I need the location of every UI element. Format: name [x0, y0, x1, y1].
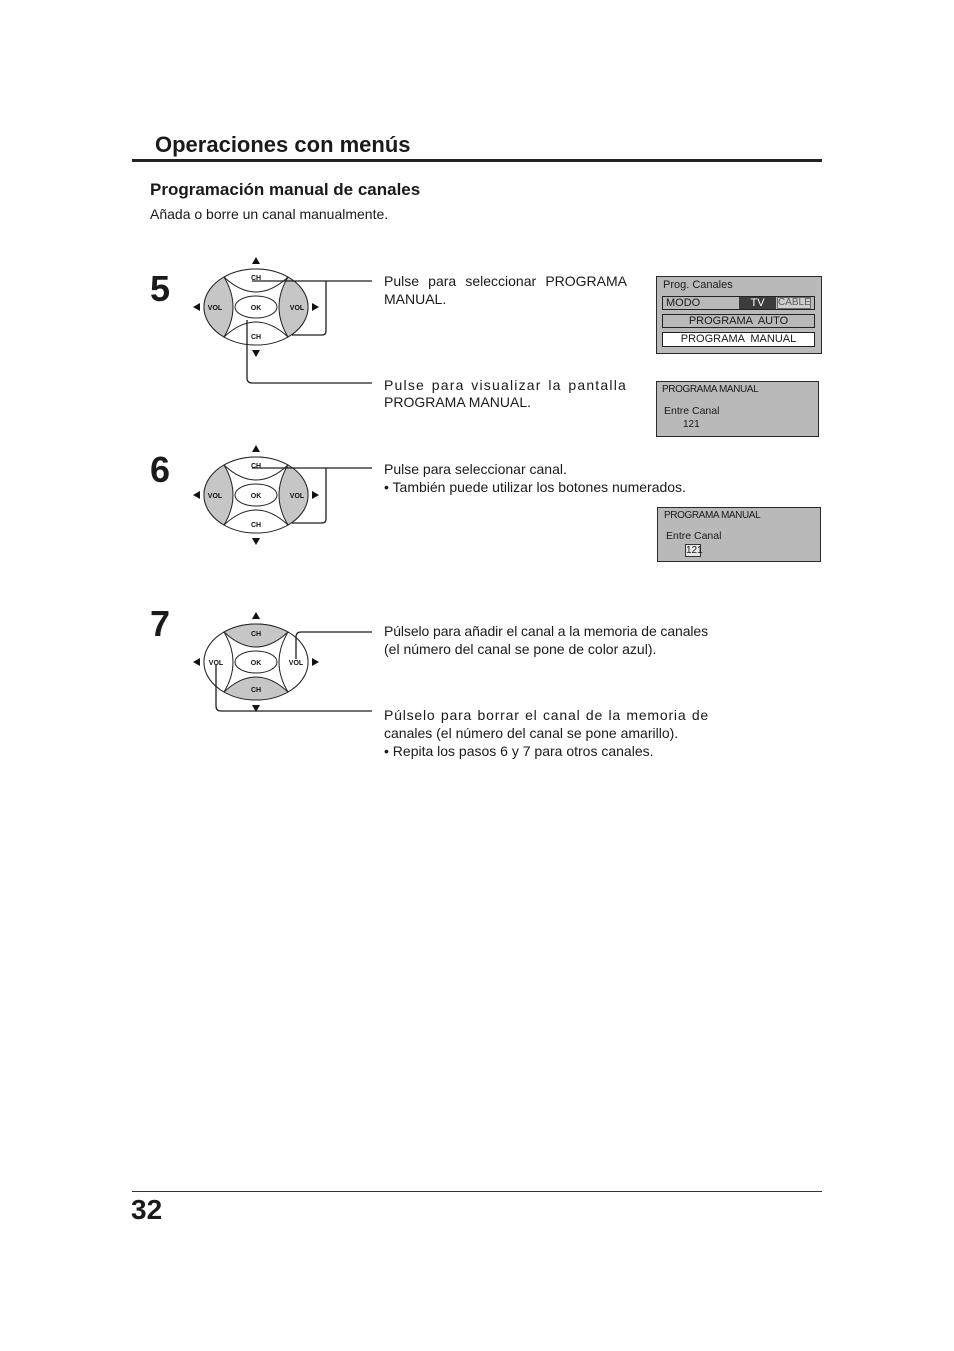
vol-down-label: VOL [207, 493, 223, 500]
screen-title: Prog. Canales [663, 279, 733, 291]
ch-up-label: CH [250, 463, 262, 470]
ok-label: OK [250, 660, 262, 667]
page-number: 32 [131, 1194, 163, 1225]
programa-manual-screen-2 [657, 507, 821, 562]
remote-pad-step-6 [186, 440, 326, 550]
callout-line: • Repita los pasos 6 y 7 para otros canales. [384, 743, 654, 759]
ch-down-label: CH [250, 687, 262, 694]
callout-line: MANUAL. [384, 291, 447, 307]
ok-label: OK [250, 305, 262, 312]
arrow-up-icon [252, 445, 260, 452]
vol-up-label: VOL [289, 305, 305, 312]
channel-number-cursor: 121 [686, 545, 703, 556]
ch-down-label: CH [250, 522, 262, 529]
screen-title: PROGRAMA MANUAL [662, 384, 759, 395]
callout-line: Pulse para seleccionar PROGRAMA [384, 273, 627, 289]
mode-option-tv: TV [739, 297, 776, 309]
ch-up-label: CH [250, 631, 262, 638]
remote-pad-step-5 [186, 252, 326, 362]
mode-row [662, 296, 815, 310]
vol-up-label: VOL [289, 493, 305, 500]
callout-step5-select [384, 272, 627, 308]
callout-line: Púlselo para borrar el canal de la memoria de [384, 707, 709, 723]
menu-item-label: PROGRAMA AUTO [688, 315, 789, 327]
callout-step5-display [384, 377, 627, 411]
channel-number: 121 [683, 419, 700, 430]
header-rule [132, 159, 822, 162]
callout-line: Pulse para seleccionar canal. [384, 461, 567, 477]
arrow-up-icon [252, 257, 260, 264]
menu-item-label: PROGRAMA MANUAL [680, 333, 797, 345]
programa-manual-screen-1 [656, 381, 819, 437]
vol-up-label: VOL [288, 660, 304, 667]
step-number-6: 6 [150, 449, 171, 490]
arrow-up-icon [252, 612, 260, 619]
step-number-5: 5 [150, 268, 171, 309]
arrow-left-icon [193, 491, 200, 499]
arrow-left-icon [193, 303, 200, 311]
arrow-right-icon [312, 658, 319, 666]
footer-rule [132, 1191, 822, 1192]
arrow-right-icon [312, 491, 319, 499]
ok-label: OK [250, 493, 262, 500]
section-intro: Añada o borre un canal manualmente. [150, 206, 389, 222]
vol-down-label: VOL [208, 660, 224, 667]
callout-step7-add [384, 622, 708, 658]
callout-line: • También puede utilizar los botones numerados. [384, 479, 686, 495]
arrow-down-icon [252, 538, 260, 545]
prog-canales-screen [656, 276, 822, 354]
callout-step6-select-channel [384, 460, 686, 496]
arrow-left-icon [193, 658, 200, 666]
arrow-down-icon [252, 350, 260, 357]
remote-pad-step-7 [186, 607, 326, 717]
channel-entry-label: Entre Canal [666, 530, 722, 542]
menu-item-programa-manual [662, 332, 815, 347]
vol-down-label: VOL [207, 305, 223, 312]
arrow-right-icon [312, 303, 319, 311]
callout-line: Pulse para visualizar la pantalla [384, 377, 627, 393]
ch-down-label: CH [250, 334, 262, 341]
ch-up-label: CH [250, 275, 262, 282]
mode-label: MODO [666, 297, 701, 309]
screen-title: PROGRAMA MANUAL [664, 510, 761, 521]
step-number-7: 7 [150, 603, 171, 644]
callout-line: (el número del canal se pone de color azul). [384, 641, 657, 657]
menu-item-programa-auto [662, 314, 815, 328]
channel-entry-label: Entre Canal [664, 405, 720, 417]
callout-line: PROGRAMA MANUAL. [384, 394, 532, 410]
callout-line: canales (el número del canal se pone amarillo). [384, 725, 679, 741]
section-title: Programación manual de canales [150, 180, 421, 199]
callout-step7-delete [384, 706, 709, 760]
callout-line: Púlselo para añadir el canal a la memoria de canales [384, 623, 708, 639]
mode-option-cable: CABLE [778, 297, 811, 308]
arrow-down-icon [252, 705, 260, 712]
page-title: Operaciones con menús [155, 132, 411, 157]
